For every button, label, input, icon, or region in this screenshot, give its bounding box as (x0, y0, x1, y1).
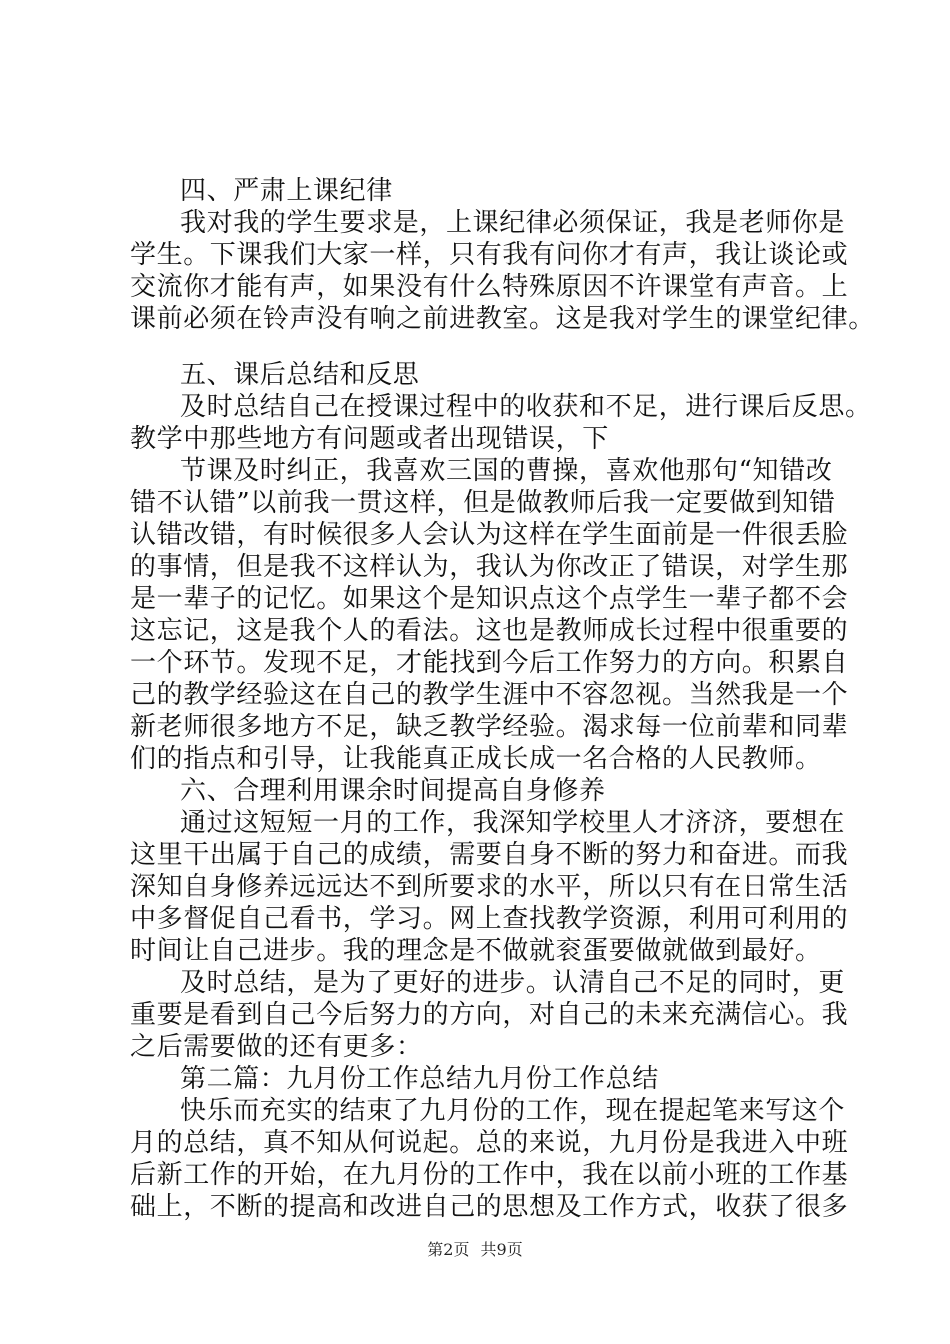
heading-discipline: 四、严肃上课纪律 (180, 176, 393, 206)
paragraph-line: 新老师很多地方不足，缺乏教学经验。渴求每一位前辈和同辈 (130, 712, 849, 742)
paragraph-line: 我对我的学生要求是，上课纪律必须保证，我是老师你是 (180, 208, 846, 238)
paragraph-line: 深知自身修养远远达不到所要求的水平，所以只有在日常生活 (130, 872, 849, 902)
heading-self-improvement: 六、合理利用课余时间提高自身修养 (180, 776, 606, 806)
page-number: 第2页 (427, 1240, 470, 1259)
paragraph-line: 快乐而充实的结束了九月份的工作，现在提起笔来写这个 (180, 1096, 846, 1126)
paragraph-line: 重要是看到自己今后努力的方向，对自己的未来充满信心。我 (130, 1000, 849, 1030)
heading-part-two: 第二篇：九月份工作总结九月份工作总结 (180, 1064, 659, 1094)
paragraph-line: 们的指点和引导，让我能真正成长成一名合格的人民教师。 (130, 744, 822, 774)
paragraph-line: 后新工作的开始，在九月份的工作中，我在以前小班的工作基 (130, 1160, 849, 1190)
paragraph-line: 一个环节。发现不足，才能找到今后工作努力的方向。积累自 (130, 648, 849, 678)
paragraph-line: 这里干出属于自己的成绩，需要自身不断的努力和奋进。而我 (130, 840, 849, 870)
paragraph-line: 学生。下课我们大家一样，只有我有问你才有声，我让谈论或 (130, 240, 849, 270)
paragraph-line: 这忘记，这是我个人的看法。这也是教师成长过程中很重要的 (130, 616, 849, 646)
paragraph-line: 是一辈子的记忆。如果这个是知识点这个点学生一辈子都不会 (130, 584, 849, 614)
paragraph-line: 节课及时纠正，我喜欢三国的曹操，喜欢他那句“知错改 (180, 456, 833, 486)
paragraph-line: 己的教学经验这在自己的教学生涯中不容忽视。当然我是一个 (130, 680, 849, 710)
paragraph-line: 教学中那些地方有问题或者出现错误，下 (130, 424, 609, 454)
paragraph-line: 及时总结自己在授课过程中的收获和不足，进行课后反思。 (180, 392, 872, 422)
paragraph-line: 通过这短短一月的工作，我深知学校里人才济济，要想在 (180, 808, 846, 838)
paragraph-line: 中多督促自己看书，学习。网上查找教学资源，利用可利用的 (130, 904, 849, 934)
paragraph-line: 错不认错”以前我一贯这样，但是做教师后我一定要做到知错 (130, 488, 836, 518)
paragraph-line: 之后需要做的还有更多： (130, 1032, 423, 1062)
paragraph-line: 认错改错，有时候很多人会认为这样在学生面前是一件很丢脸 (130, 520, 849, 550)
paragraph-line: 及时总结，是为了更好的进步。认清自己不足的同时，更 (180, 968, 846, 998)
page-total: 共9页 (480, 1240, 523, 1259)
paragraph-line: 交流你才能有声，如果没有什么特殊原因不许课堂有声音。上 (130, 272, 849, 302)
paragraph-line: 的事情，但是我不这样认为，我认为你改正了错误，对学生那 (130, 552, 849, 582)
heading-reflection: 五、课后总结和反思 (180, 360, 420, 390)
paragraph-line: 时间让自己进步。我的理念是不做就衮蛋要做就做到最好。 (130, 936, 822, 966)
paragraph-line: 础上，不断的提高和改进自己的思想及工作方式，收获了很多 (130, 1192, 849, 1222)
paragraph-line: 课前必须在铃声没有响之前进教室。这是我对学生的课堂纪律。 (130, 304, 875, 334)
page-footer (0, 1240, 950, 1260)
paragraph-line: 月的总结，真不知从何说起。总的来说，九月份是我进入中班 (130, 1128, 849, 1158)
